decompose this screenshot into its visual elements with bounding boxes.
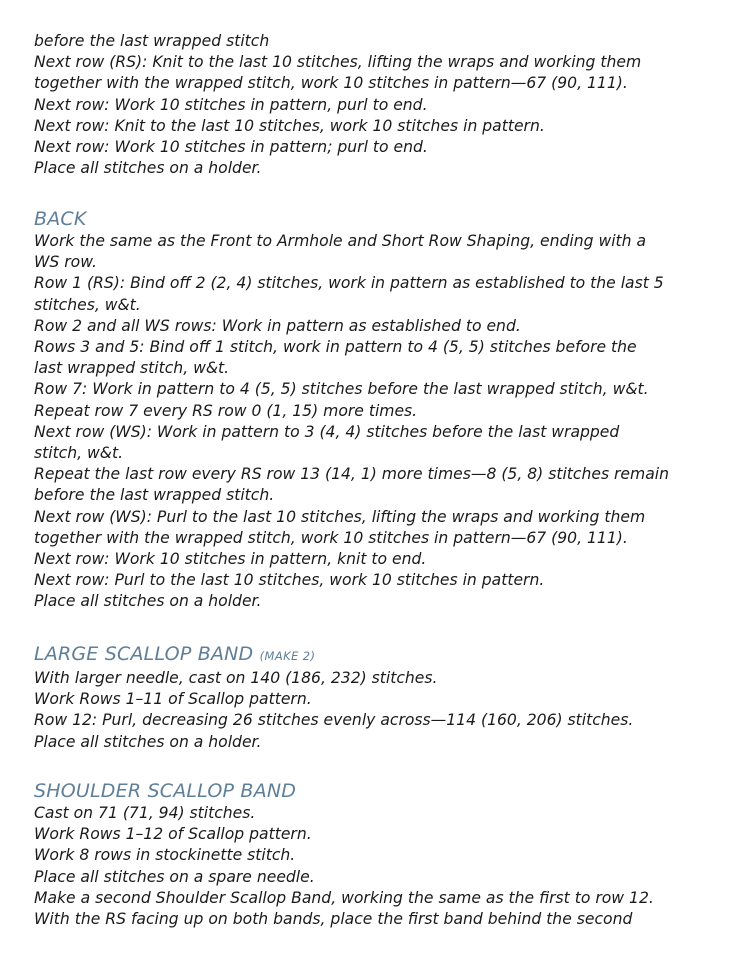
body-line: Work 8 rows in stockinette stitch. bbox=[34, 846, 296, 865]
body-line: together with the wrapped stitch, work 10 stitches in pattern—67 (90, 111). bbox=[34, 74, 628, 93]
body-line: stitch, w&t. bbox=[34, 444, 124, 463]
body-line: Next row (RS): Knit to the last 10 stitches, lifting the wraps and working them bbox=[34, 53, 642, 72]
body-line: Next row: Knit to the last 10 stitches, work 10 stitches in pattern. bbox=[34, 116, 545, 135]
make-count-note: (MAKE 2) bbox=[259, 649, 316, 663]
body-line: Place all stitches on a holder. bbox=[34, 592, 262, 611]
body-line: Make a second Shoulder Scallop Band, working the same as the first to row 12. bbox=[34, 888, 654, 907]
body-line: Row 12: Purl, decreasing 26 stitches evenly across—114 (160, 206) stitches. bbox=[34, 711, 634, 730]
body-line: Cast on 71 (71, 94) stitches. bbox=[34, 804, 256, 822]
body-line: Repeat row 7 every RS row 0 (1, 15) more times. bbox=[34, 401, 418, 420]
body-line: Place all stitches on a holder. bbox=[34, 732, 262, 751]
body-line: Place all stitches on a holder. bbox=[34, 159, 262, 178]
body-line: Work the same as the Front to Armhole and Short Row Shaping, ending with a bbox=[34, 232, 647, 250]
body-line: Rows 3 and 5: Bind off 1 stitch, work in pattern to 4 (5, 5) stitches before the bbox=[34, 338, 637, 357]
body-line: together with the wrapped stitch, work 10 stitches in pattern—67 (90, 111). bbox=[34, 528, 628, 547]
body-line: Row 2 and all WS rows: Work in pattern as established to end. bbox=[34, 316, 521, 335]
body-line: before the last wrapped stitch bbox=[34, 32, 270, 50]
large-scallop-band-section bbox=[34, 642, 740, 753]
section-heading-back: BACK bbox=[34, 208, 87, 230]
body-line: Next row: Work 10 stitches in pattern, knit to end. bbox=[34, 550, 427, 569]
section-heading-shoulder-scallop-band: SHOULDER SCALLOP BAND bbox=[34, 780, 297, 802]
body-line: last wrapped stitch, w&t. bbox=[34, 359, 230, 378]
body-line: Next row (WS): Purl to the last 10 stitches, lifting the wraps and working them bbox=[34, 507, 646, 526]
body-line: before the last wrapped stitch. bbox=[34, 486, 275, 505]
body-line: With the RS facing up on both bands, place the first band behind the second bbox=[34, 910, 633, 929]
body-line: With larger needle, cast on 140 (186, 232) stitches. bbox=[34, 669, 438, 687]
body-line: Row 7: Work in pattern to 4 (5, 5) stitches before the last wrapped stitch, w&t. bbox=[34, 380, 649, 399]
body-line: Repeat the last row every RS row 13 (14, 1) more times—8 (5, 8) stitches remain bbox=[34, 465, 669, 484]
body-line: Next row: Purl to the last 10 stitches, work 10 stitches in pattern. bbox=[34, 571, 545, 590]
shoulder-scallop-band-section bbox=[34, 779, 740, 930]
body-line: stitches, w&t. bbox=[34, 295, 141, 314]
body-line: Row 1 (RS): Bind off 2 (2, 4) stitches, work in pattern as established to the last 5 bbox=[34, 274, 664, 293]
back-section bbox=[34, 207, 740, 613]
body-line: WS row. bbox=[34, 253, 97, 272]
body-line: Work Rows 1–11 of Scallop pattern. bbox=[34, 690, 312, 709]
intro-section bbox=[34, 31, 740, 179]
heading-text: LARGE SCALLOP BAND bbox=[34, 643, 254, 665]
body-line: Place all stitches on a spare needle. bbox=[34, 867, 315, 886]
body-line: Next row: Work 10 stitches in pattern, purl to end. bbox=[34, 95, 428, 114]
body-line: Next row (WS): Work in pattern to 3 (4, 4) stitches before the last wrapped bbox=[34, 422, 620, 441]
body-line: Work Rows 1–12 of Scallop pattern. bbox=[34, 825, 312, 844]
body-line: Next row: Work 10 stitches in pattern; purl to end. bbox=[34, 138, 428, 157]
section-heading-large-scallop-band bbox=[34, 642, 740, 668]
